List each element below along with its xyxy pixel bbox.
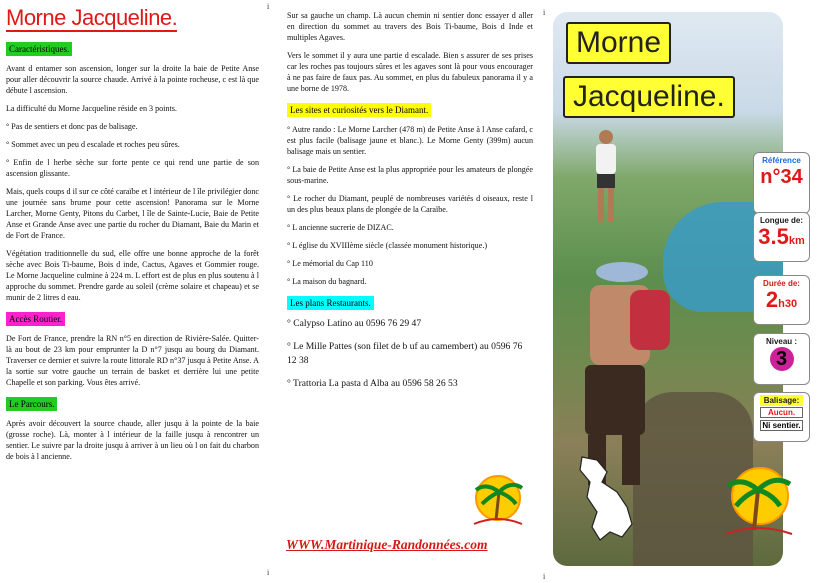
palm-sun-logo xyxy=(466,470,530,532)
paragraph: ° Pas de sentiers et donc pas de balisage. xyxy=(6,122,138,131)
list-item: ° Le rocher du Diamant, peuplé de nombreuses variétés d oiseaux, reste l un des plus beaux plans de plongée de la Caraïbe. xyxy=(287,194,533,214)
fold-mark: i xyxy=(543,8,546,17)
list-item: ° La baie de Petite Anse est la plus appropriée pour les amateurs de plongée sous-marine. xyxy=(287,165,533,185)
reference-badge xyxy=(753,152,810,214)
balisage-value: Ni sentier. xyxy=(760,420,803,431)
level-badge xyxy=(753,333,810,385)
duration-badge xyxy=(753,275,810,325)
paragraph: Végétation traditionnelle du sud, elle offre une bonne approche de la forêt sèche avec Bois Ti-baume, Bois d inde, Cactus, Agaves et Gommier rouge. Le Morne Jacqueline culmine à 224 m. L effort est de plus en plus soutenu à l approche du sommet. Prendre garde au soleil (crème solaire et chapeau) et se munir de 2 litres d eau. xyxy=(6,249,259,302)
heading-sites: Les sites et curiosités vers le Diamant. xyxy=(287,103,431,117)
list-item: ° L église du XVIIIème siècle (classée monument historique.) xyxy=(287,241,488,250)
paragraph: La difficulté du Morne Jacqueline réside en 3 points. xyxy=(6,104,177,113)
list-item: ° Autre rando : Le Morne Larcher (478 m) de Petite Anse à l Anse cafard, c est plus facile (balisage jaune et blanc.). Le Morne Genty (399m) aucun balisage mais un sentier. xyxy=(287,125,533,156)
restaurant-item: ° Le Mille Pattes (son filet de b uf au camembert) au 0596 76 12 38 xyxy=(287,341,523,366)
heading-restaurants: Les plans Restaurants. xyxy=(287,296,374,310)
middle-column xyxy=(287,10,533,400)
heading-parcours: Le Parcours. xyxy=(6,397,57,411)
list-item: ° L ancienne sucrerie de DIZAC. xyxy=(287,223,394,232)
martinique-map-icon xyxy=(572,452,642,547)
duration-label: Durée de: xyxy=(763,279,800,288)
paragraph: ° Enfin de l herbe sèche sur forte pente ce qui rend une partie de son ascension glissante. xyxy=(6,158,259,178)
page-title: Morne Jacqueline. xyxy=(6,5,178,30)
length-label: Longue de: xyxy=(759,216,804,225)
paragraph: Après avoir découvert la source chaude, aller jusqu à la pointe de la baie (grosse roche). Là, monter à l intérieur de la faille jusqu à rencontrer un sentier. Le suivre par la droite jusqu à arriver à un lieu où l on fait du charbon de bois à l ancienne. xyxy=(6,419,259,461)
balisage-label: Balisage: xyxy=(760,395,803,406)
cover-title-line2: Jacqueline. xyxy=(563,76,735,118)
palm-sun-logo xyxy=(718,462,800,542)
paragraph: Vers le sommet il y aura une partie d escalade. Bien s assurer de ses prises car les roches pas toujours sûres et les agaves sont là pour vous encourager à ne pas faire de faux pas. Au sommet, en plus du fabuleux panorama il y a une borne de 1978. xyxy=(287,51,533,93)
left-column xyxy=(6,0,259,469)
fold-mark: i xyxy=(267,568,270,577)
level-value: 3 xyxy=(770,347,794,371)
restaurant-item: ° Calypso Latino au 0596 76 29 47 xyxy=(287,318,422,329)
fold-mark: i xyxy=(267,2,270,11)
length-value: 3.5km xyxy=(758,224,805,249)
list-item: ° Le mémorial du Cap 110 xyxy=(287,259,373,268)
balisage-badge xyxy=(753,392,810,442)
list-item: ° La maison du bagnard. xyxy=(287,277,367,286)
paragraph: Avant d entamer son ascension, longer sur la droite la baie de Petite Anse pour aller découvrir la source chaude. Arrivé à la pointe rocheuse, c est là que débute l ascension. xyxy=(6,64,259,95)
length-badge xyxy=(753,212,810,262)
level-label: Niveau : xyxy=(765,337,798,346)
reference-value: n°34 xyxy=(760,166,803,188)
paragraph: Sur sa gauche un champ. Là aucun chemin ni sentier donc essayer d aller en direction du sommet au travers des Bois Ti-baume, Bois d Inde et multiples Agaves. xyxy=(287,11,533,42)
hiker-figure xyxy=(588,128,624,228)
website-link[interactable]: WWW.Martinique-Randonnées.com xyxy=(286,537,488,552)
reference-label: Référence xyxy=(762,156,801,165)
paragraph: Mais, quels coups d il sur ce côté caraïbe et l intérieur de l île privilégier donc une journée sans brume pour cette ascension! Panorama sur le Morne Larcher, Morne Genty, Pitons du Carbet, l île de Sainte-Lucie, Baie de Petite Anse et Grande Anse avec une partie du rocher du Diamant, Baie du Marin et de Fort de France. xyxy=(6,187,259,240)
paragraph: ° Sommet avec un peu d escalade et roches peu sûres. xyxy=(6,140,180,149)
heading-caracteristiques: Caractéristiques. xyxy=(6,42,72,56)
heading-acces-routier: Accès Routier. xyxy=(6,312,65,326)
fold-mark: i xyxy=(543,572,546,581)
balisage-value: Aucun. xyxy=(760,407,803,418)
duration-value: 2h30 xyxy=(765,287,798,312)
cover-title-line1: Morne xyxy=(566,22,671,64)
paragraph: De Fort de France, prendre la RN n°5 en direction de Rivière-Salée. Quitter-là au bout de 23 km pour emprunter la D n°7 jusqu au bourg du Diamant. Traverser ce dernier et suivre la route littorale RD n°37 jusqu à Petite Anse. A la sortie sur votre gauche un terrain de basket et derrière lui une petite Chapelle et son parking. Vous êtes arrivé. xyxy=(6,334,259,387)
restaurant-item: ° Trattoria La pasta d Alba au 0596 58 26 53 xyxy=(287,378,458,389)
